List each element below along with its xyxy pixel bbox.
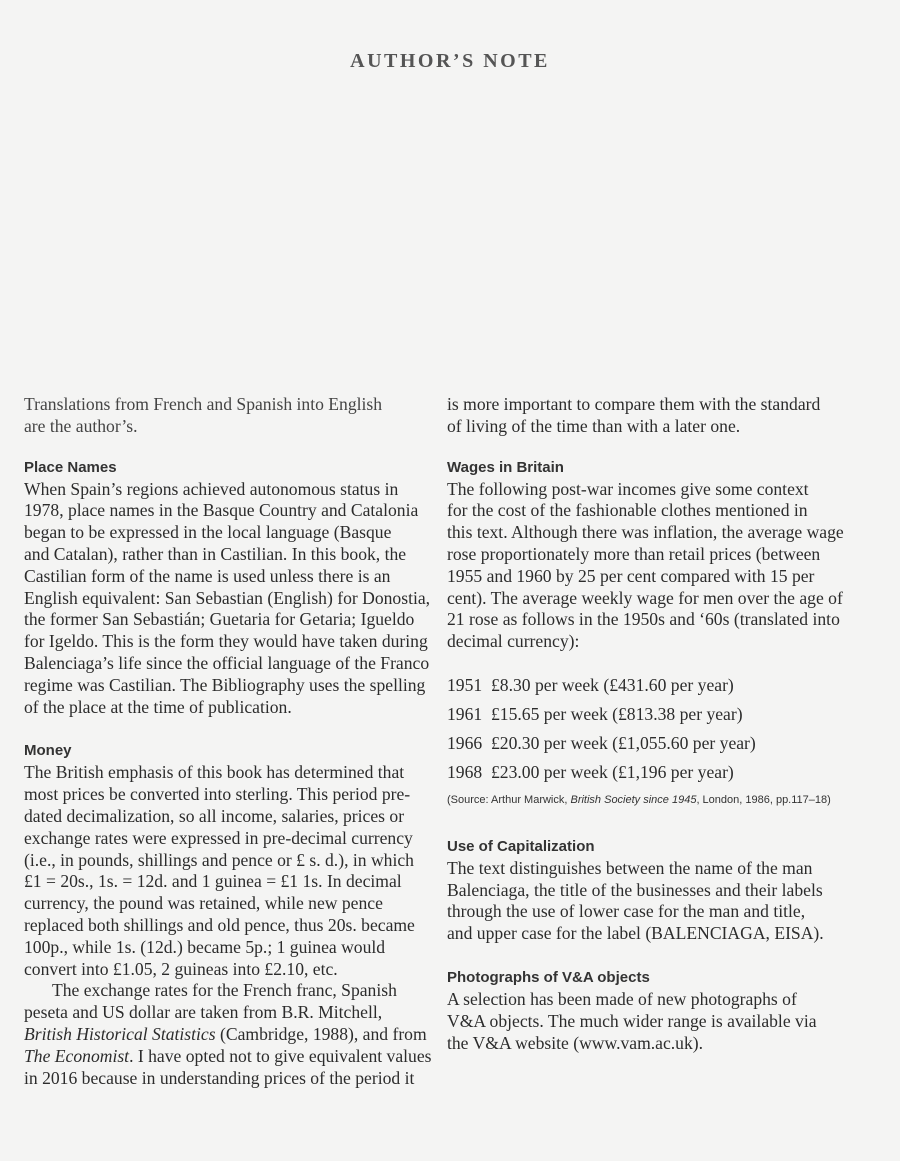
text-line: began to be expressed in the local language (Basque bbox=[24, 522, 392, 543]
section-heading-capitalization: Use of Capitalization bbox=[447, 837, 595, 855]
text-line: Balenciaga’s life since the official language of the Franco bbox=[24, 652, 430, 673]
source-citation bbox=[447, 790, 857, 812]
text-line: is more important to compare them with the standard bbox=[447, 394, 821, 414]
text-line: 21 rose as follows in the 1950s and ‘60s (translated into bbox=[447, 609, 840, 630]
left-column bbox=[24, 394, 434, 1089]
text-line: The British emphasis of this book has determined that bbox=[24, 762, 405, 783]
text-line: The exchange rates for the French franc, Spanish bbox=[52, 980, 397, 1001]
text-line: this text. Although there was inflation, the average wage bbox=[447, 522, 844, 543]
text-line: When Spain’s regions achieved autonomous status in bbox=[24, 478, 399, 499]
text-line: regime was Castilian. The Bibliography uses the spelling bbox=[24, 674, 426, 695]
text-line: V&A objects. The much wider range is available via bbox=[447, 1010, 817, 1031]
text-line: Balenciaga, the title of the businesses and their labels bbox=[447, 879, 823, 900]
text-line bbox=[24, 1024, 434, 1046]
text-line: currency, the pound was retained, while new pence bbox=[24, 893, 383, 914]
text-line bbox=[24, 1046, 434, 1068]
text-line: and upper case for the label (BALENCIAGA, EISA). bbox=[447, 923, 824, 944]
right-column bbox=[447, 394, 857, 1054]
wage-row: 1968 £23.00 per week (£1,196 per year) bbox=[447, 761, 734, 782]
text-span: (Cambridge, 1988), and from bbox=[215, 1023, 427, 1044]
book-title: British Society since 1945 bbox=[570, 793, 697, 806]
text-line: A selection has been made of new photographs of bbox=[447, 988, 797, 1009]
text-line: of the place at the time of publication. bbox=[24, 696, 292, 717]
text-line: dated decimalization, so all income, salaries, prices or bbox=[24, 805, 405, 826]
text-line: most prices be converted into sterling. This period pre- bbox=[24, 784, 411, 805]
text-span: (Source: Arthur Marwick, bbox=[447, 793, 571, 806]
wages-paragraph bbox=[447, 479, 857, 653]
text-line: replaced both shillings and old pence, thus 20s. became bbox=[24, 914, 415, 935]
capitalization-paragraph bbox=[447, 858, 857, 945]
text-line: 1955 and 1960 by 25 per cent compared with 15 per bbox=[447, 565, 815, 586]
wage-row: 1966 £20.30 per week (£1,055.60 per year) bbox=[447, 732, 756, 753]
section-heading-money: Money bbox=[24, 742, 72, 760]
wages-list bbox=[447, 671, 857, 787]
text-line: peseta and US dollar are taken from B.R. Mitchell, bbox=[24, 1002, 383, 1023]
text-line: Castilian form of the name is used unless there is an bbox=[24, 565, 391, 586]
intro-paragraph bbox=[24, 394, 434, 438]
text-line: rose proportionately more than retail prices (between bbox=[447, 543, 821, 564]
text-line: for Igeldo. This is the form they would have taken during bbox=[24, 631, 428, 652]
text-line: cent). The average weekly wage for men over the age of bbox=[447, 587, 843, 608]
text-line: for the cost of the fashionable clothes mentioned in bbox=[447, 500, 808, 521]
text-line: exchange rates were expressed in pre-decimal currency bbox=[24, 827, 413, 848]
section-heading-wages: Wages in Britain bbox=[447, 458, 564, 476]
text-line: decimal currency): bbox=[447, 631, 580, 652]
section-heading-place-names: Place Names bbox=[24, 458, 117, 476]
page-title: AUTHOR’S NOTE bbox=[350, 50, 550, 72]
text-span: . I have opted not to give equivalent values bbox=[129, 1045, 432, 1066]
text-line: (i.e., in pounds, shillings and pence or £ s. d.), in which bbox=[24, 849, 414, 870]
text-line: convert into £1.05, 2 guineas into £2.10, etc. bbox=[24, 958, 338, 979]
book-title: British Historical Statistics bbox=[24, 1023, 216, 1044]
text-span: , London, 1986, pp.117–18) bbox=[696, 793, 831, 806]
exchange-rates-paragraph bbox=[24, 980, 434, 1089]
text-line: the V&A website (www.vam.ac.uk). bbox=[447, 1032, 704, 1053]
text-line: The following post-war incomes give some context bbox=[447, 478, 809, 499]
text-line: English equivalent: San Sebastian (English) for Donostia, bbox=[24, 587, 431, 608]
wage-row: 1951 £8.30 per week (£431.60 per year) bbox=[447, 674, 734, 695]
text-line: 100p., while 1s. (12d.) became 5p.; 1 guinea would bbox=[24, 936, 386, 957]
wage-row: 1961 £15.65 per week (£813.38 per year) bbox=[447, 703, 743, 724]
publication-title: The Economist bbox=[24, 1045, 130, 1066]
text-line: are the author’s. bbox=[24, 415, 138, 436]
money-paragraph bbox=[24, 762, 434, 980]
photographs-paragraph bbox=[447, 989, 857, 1054]
continuation-paragraph bbox=[447, 394, 857, 438]
text-line: in 2016 because in understanding prices of the period it bbox=[24, 1067, 415, 1088]
text-line: the former San Sebastián; Guetaria for Getaria; Igueldo bbox=[24, 609, 415, 630]
text-line: Translations from French and Spanish into English bbox=[24, 394, 383, 414]
text-line: and Catalan), rather than in Castilian. In this book, the bbox=[24, 543, 407, 564]
place-names-paragraph bbox=[24, 479, 434, 719]
text-line: The text distinguishes between the name of the man bbox=[447, 857, 813, 878]
text-line: £1 = 20s., 1s. = 12d. and 1 guinea = £1 1s. In decimal bbox=[24, 871, 402, 892]
text-line: 1978, place names in the Basque Country and Catalonia bbox=[24, 500, 419, 521]
text-line: of living of the time than with a later one. bbox=[447, 415, 741, 436]
text-line: through the use of lower case for the man and title, bbox=[447, 901, 806, 922]
section-heading-photographs: Photographs of V&A objects bbox=[447, 968, 650, 986]
